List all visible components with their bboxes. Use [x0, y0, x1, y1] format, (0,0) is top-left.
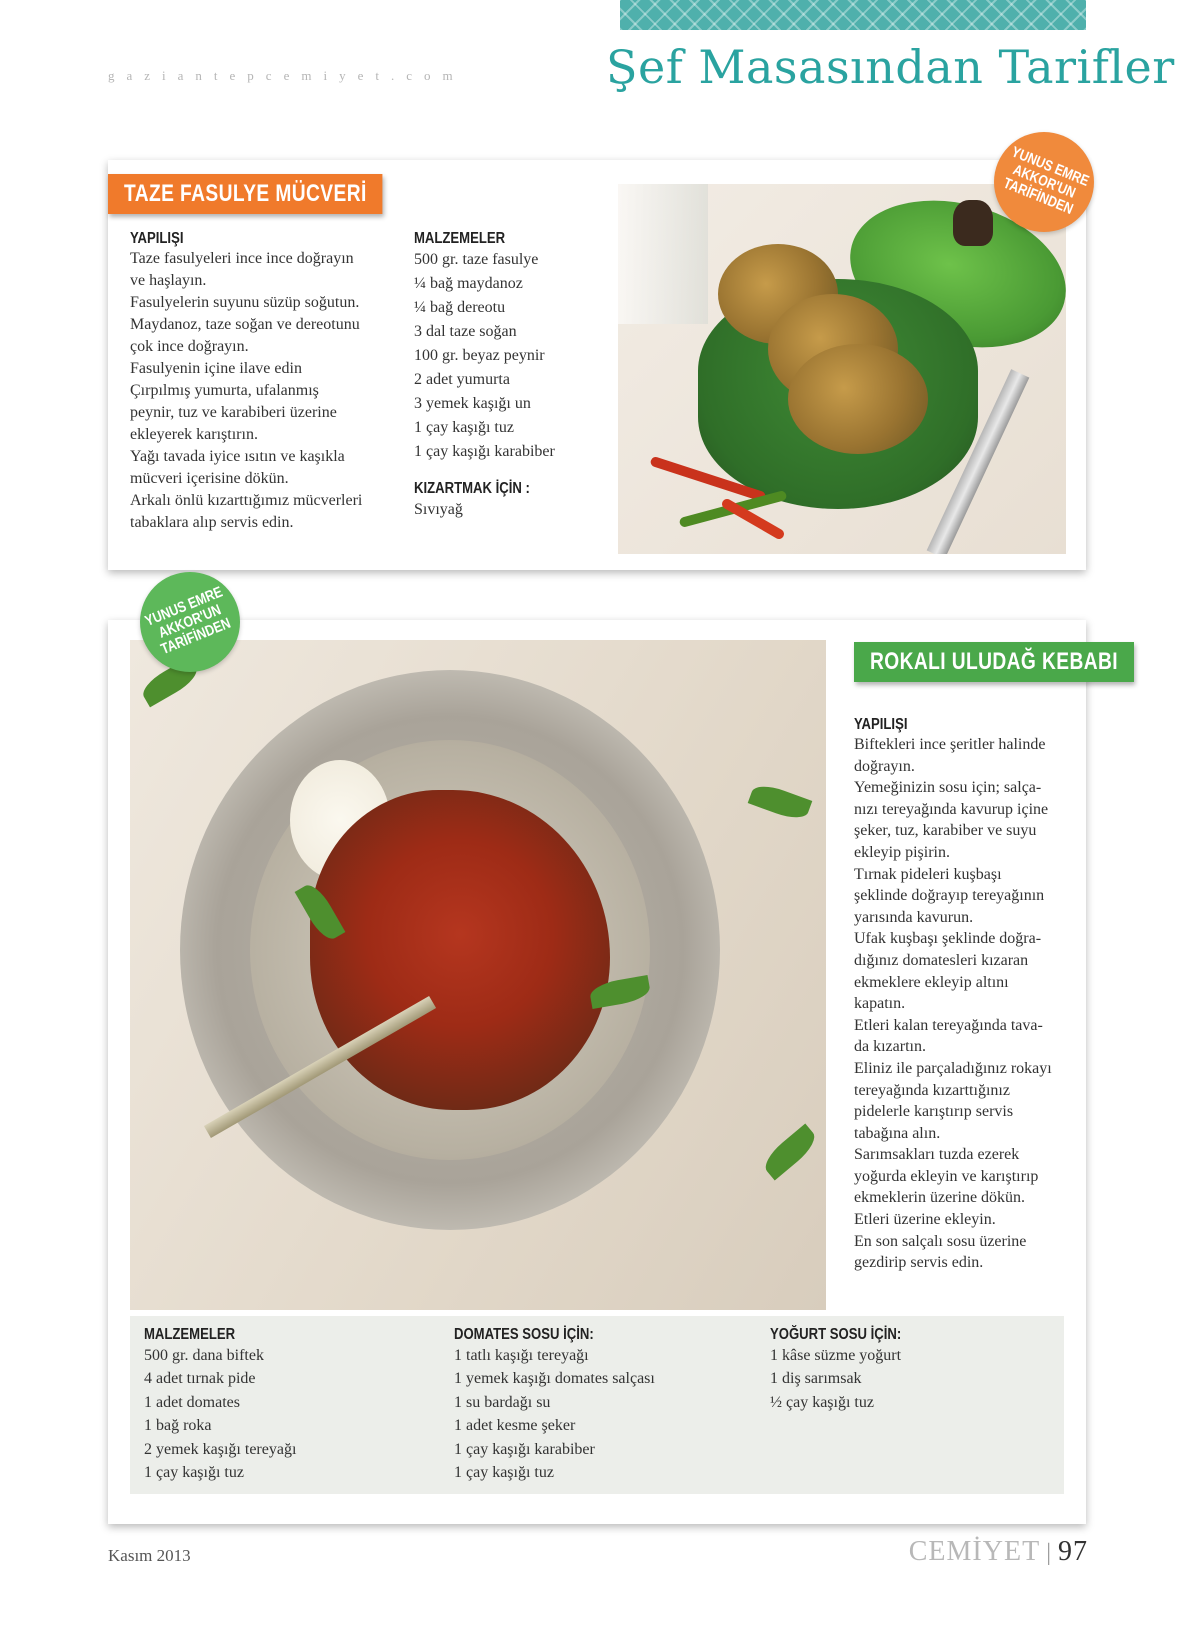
text-line: 1 çay kaşığı karabiber — [414, 443, 555, 460]
method-section — [854, 716, 1074, 1274]
method-heading: YAPILIŞI — [130, 230, 184, 247]
text-line: Çırpılmış yumurta, ufalanmış — [130, 382, 319, 399]
method-lines — [130, 248, 392, 534]
text-line: 2 yemek kaşığı tereyağı — [144, 1440, 297, 1458]
text-line: peynir, tuz ve karabiberi üzerine — [130, 404, 337, 421]
text-line: Sarımsakları tuzda ezerek — [854, 1146, 1020, 1164]
text-line: Ufak kuşbaşı şeklinde doğra- — [854, 930, 1042, 948]
text-line: Etleri üzerine ekleyin. — [854, 1211, 996, 1229]
text-line: 1 su bardağı su — [454, 1393, 551, 1411]
method-section — [130, 230, 392, 534]
text-line: Fasulyelerin suyunu süzüp soğutun. — [130, 294, 360, 311]
author-badge: YUNUS EMRE AKKOR'UN TARİFİNDEN — [994, 132, 1094, 232]
text-line: pidelerle karıştırıp servis — [854, 1103, 1014, 1121]
text-line: Sıvıyağ — [414, 501, 463, 518]
text-line: Taze fasulyeleri ince ince doğrayın — [130, 250, 354, 267]
text-line: Biftekleri ince şeritler halinde — [854, 736, 1046, 753]
text-line: 500 gr. dana biftek — [144, 1347, 264, 1364]
text-line: 1 çay kaşığı karabiber — [454, 1440, 595, 1458]
text-line: ½ çay kaşığı tuz — [770, 1393, 874, 1411]
text-line: 1 kâse süzme yoğurt — [770, 1347, 902, 1364]
text-line: doğrayın. — [854, 757, 915, 775]
text-line: şeklinde doğrayıp tereyağının — [854, 887, 1045, 905]
method-heading: YAPILIŞI — [854, 716, 908, 733]
recipe-photo-kebab — [130, 640, 826, 1310]
text-line: da kızartın. — [854, 1038, 926, 1056]
tomato-sauce-list — [454, 1344, 754, 1484]
text-line: 1 çay kaşığı tuz — [454, 1464, 554, 1482]
text-line: Tırnak pideleri kuşbaşı — [854, 865, 1002, 883]
text-line: ve haşlayın. — [130, 272, 207, 289]
text-line: 1 diş sarımsak — [770, 1370, 862, 1388]
text-line: 4 adet tırnak pide — [144, 1370, 256, 1388]
text-line: Fasulyenin içine ilave edin — [130, 360, 302, 377]
text-line: ekleyip pişirin. — [854, 843, 950, 861]
text-line: 1 adet kesme şeker — [454, 1417, 576, 1435]
text-line: tabağına alın. — [854, 1124, 941, 1142]
recipe-card-uludag-kebabi — [108, 620, 1118, 1524]
recipe-title-tag: ROKALI ULUDAĞ KEBABI — [854, 642, 1134, 682]
tomato-sauce-heading: DOMATES SOSU İÇİN: — [454, 1326, 594, 1343]
text-line: 100 gr. beyaz peynir — [414, 347, 545, 364]
ingredients-list — [144, 1344, 434, 1484]
site-url: gaziantepcemiyet.com — [108, 68, 465, 83]
text-line: gezdirip servis edin. — [854, 1254, 984, 1272]
text-line: 1 çay kaşığı tuz — [144, 1464, 244, 1482]
text-line: 2 adet yumurta — [414, 371, 510, 388]
text-line: dığınız domatesleri kızaran — [854, 951, 1029, 969]
text-line: Yağı tavada iyice ısıtın ve kaşıkla — [130, 448, 345, 465]
ingredients-column — [144, 1326, 434, 1484]
yogurt-sauce-heading: YOĞURT SOSU İÇİN: — [770, 1326, 902, 1343]
recipe-card-taze-fasulye — [108, 160, 1086, 570]
ingredients-section — [414, 230, 604, 522]
text-line: En son salçalı sosu üzerine — [854, 1232, 1027, 1250]
text-line: nızı tereyağında kavurup içine — [854, 800, 1049, 818]
text-line: 3 dal taze soğan — [414, 323, 517, 340]
ingredients-heading: MALZEMELER — [414, 230, 506, 247]
text-line: 500 gr. taze fasulye — [414, 251, 539, 268]
text-line: Eliniz ile parçaladığınız rokayı — [854, 1059, 1052, 1077]
yogurt-sauce-list — [770, 1344, 1050, 1414]
author-badge: YUNUS EMRE AKKOR'UN TARİFİNDEN — [140, 572, 240, 672]
text-line: tereyağında kızarttığınız — [854, 1081, 1010, 1099]
text-line: 1 bağ roka — [144, 1417, 212, 1435]
text-line: çok ince doğrayın. — [130, 338, 249, 355]
frying-heading: KIZARTMAK İÇİN : — [414, 480, 530, 497]
text-line: Arkalı önlü kızarttığımız mücverleri — [130, 492, 363, 509]
text-line: 1 tatlı kaşığı tereyağı — [454, 1347, 589, 1364]
text-line: yarısında kavurun. — [854, 908, 974, 926]
text-line: 1 adet domates — [144, 1393, 240, 1411]
text-line: mücveri içerisine dökün. — [130, 470, 289, 487]
text-line: ekleyerek karıştırın. — [130, 426, 258, 443]
text-line: Maydanoz, taze soğan ve dereotunu — [130, 316, 360, 333]
text-line: ekmeklerin üzerine dökün. — [854, 1189, 1026, 1207]
text-line: yoğurda ekleyin ve karıştırıp — [854, 1167, 1039, 1185]
footer-brand: CEMİYET | 97 — [908, 1536, 1088, 1567]
recipe-title-tag: TAZE FASULYE MÜCVERİ — [108, 174, 383, 214]
yogurt-sauce-column — [770, 1326, 1050, 1414]
method-lines — [854, 734, 1074, 1274]
ingredients-band — [130, 1316, 1064, 1494]
text-line: 1 çay kaşığı tuz — [414, 419, 514, 436]
text-line: ¼ bağ maydanoz — [414, 275, 523, 292]
header-pattern-band — [620, 0, 1086, 30]
text-line: şeker, tuz, karabiber ve suyu — [854, 822, 1037, 840]
frying-list — [414, 498, 604, 522]
text-line: 3 yemek kaşığı un — [414, 395, 531, 412]
text-line: kapatın. — [854, 995, 906, 1013]
issue-date: Kasım 2013 — [108, 1546, 191, 1565]
page-number: 97 — [1058, 1536, 1088, 1567]
recipe-photo-mucver — [618, 184, 1066, 554]
text-line: 1 yemek kaşığı domates salçası — [454, 1370, 655, 1388]
text-line: ekmeklere ekleyip altını — [854, 973, 1009, 991]
ingredients-list — [414, 248, 604, 464]
magazine-name: CEMİYET — [908, 1536, 1041, 1567]
text-line: ¼ bağ dereotu — [414, 299, 506, 316]
ingredients-heading: MALZEMELER — [144, 1326, 236, 1343]
text-line: Etleri kalan tereyağında tava- — [854, 1016, 1043, 1034]
text-line: tabaklara alıp servis edin. — [130, 514, 294, 531]
tomato-sauce-column — [454, 1326, 754, 1484]
text-line: Yemeğinizin sosu için; salça- — [854, 779, 1042, 797]
section-title: Şef Masasından Tarifler — [606, 40, 1175, 94]
